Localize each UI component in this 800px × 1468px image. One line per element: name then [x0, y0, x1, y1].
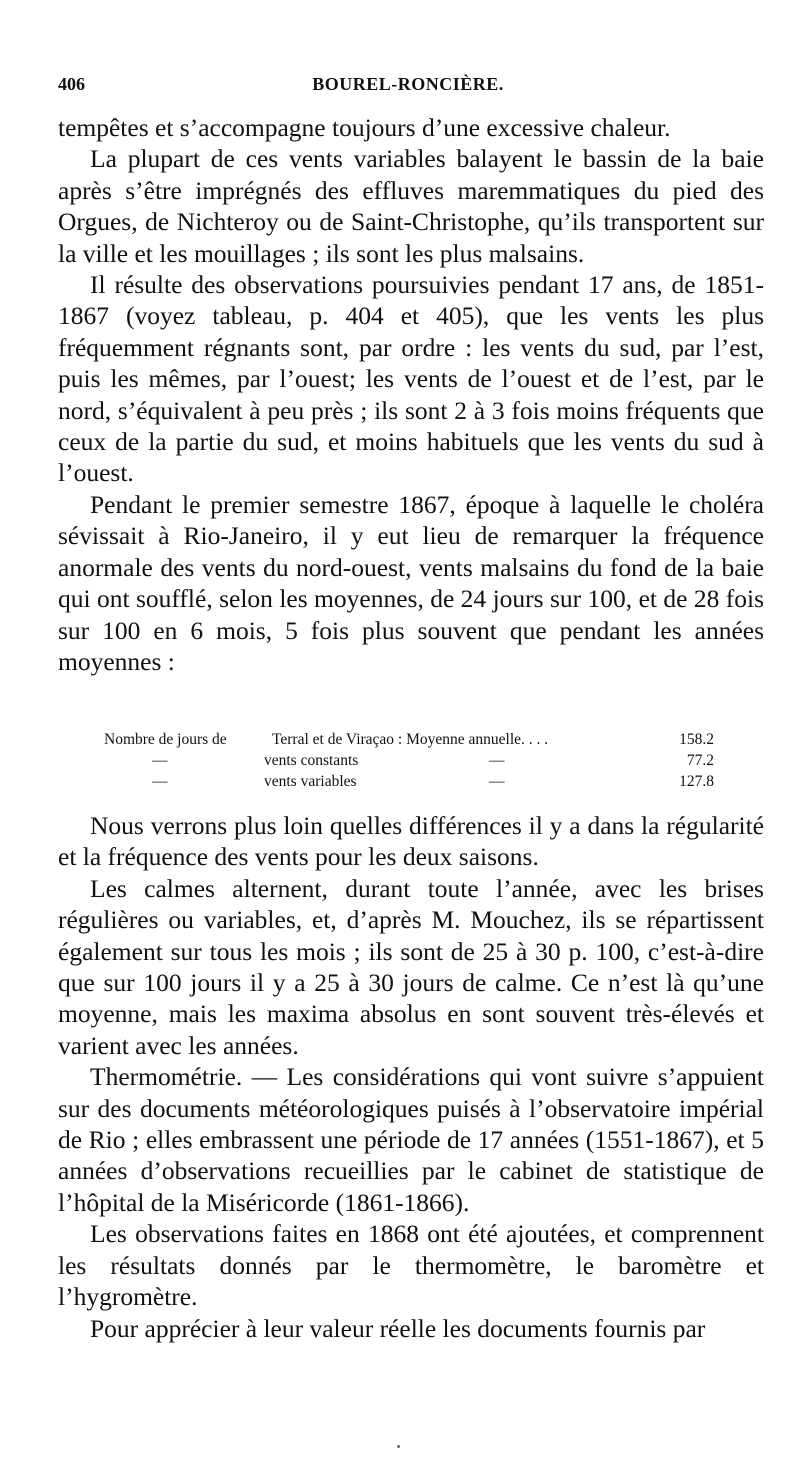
paragraph: Les calmes alternent, durant toute l’année, avec les brises régulières ou variables, et, d’après M. Mouchez, ils se répartissent également sur tous les mois ; ils sont de 25 à 30 p. 100, c’est-à-dire que sur 100 jours il y a 25 à 30 jours de calme. Ce n’est là qu’une moyenne, mais les maxima absolus en sont souvent très-élevés et varient avec les années.: [58, 873, 764, 1060]
print-speck: [397, 1445, 400, 1448]
row-ditto: —: [489, 773, 505, 790]
row-label: —: [152, 752, 168, 769]
row-value: 77.2: [686, 752, 714, 769]
row-description: vents constants: [264, 752, 359, 769]
paragraph: Les observations faites en 1868 ont été ajoutées, et comprennent les résultats donnés par le thermomètre, le baromètre et l’hygromètre.: [58, 1219, 764, 1312]
page-header: [58, 74, 758, 102]
paragraph: La plupart de ces vents variables balayent le bassin de la baie après s’être imprégnés des effluves maremmatiques du pied des Orgues, de Nichteroy ou de Saint-Christophe, qu’ils transportent sur la ville et les mouillages ; ils sont les plus malsains.: [58, 144, 764, 268]
body-text-top: [58, 112, 764, 677]
paragraph: Nous verrons plus loin quelles différences il y a dans la régularité et la fréquence des vents pour les deux saisons.: [58, 811, 764, 872]
row-description: vents variables: [264, 773, 357, 790]
paragraph: Il résulte des observations poursuivies pendant 17 ans, de 1851-1867 (voyez tableau, p. 404 et 405), que les vents les plus fréquemment régnants sont, par ordre : les vents du sud, par l’est, puis les mêmes, par l’ouest; les vents de l’ouest et de l’est, par le nord, s’équivalent à peu près ; ils sont 2 à 3 fois moins fréquents que ceux de la partie du sud, et moins habituels que les vents du sud à l’ouest.: [58, 270, 764, 488]
table-row: [104, 750, 714, 771]
page-number: 406: [58, 74, 85, 94]
row-label: Nombre de jours de: [104, 731, 227, 748]
row-value: 158.2: [679, 731, 714, 748]
row-description: Terral et de Viraçao : Moyenne annuelle. . . .: [272, 731, 549, 748]
running-title: BOUREL-RONCIÈRE.: [312, 74, 504, 94]
table-row: [104, 771, 714, 792]
wind-days-table: [104, 729, 714, 792]
table-row: [104, 729, 714, 750]
paragraph: tempêtes et s’accompagne toujours d’une excessive chaleur.: [58, 113, 671, 142]
row-label: —: [152, 773, 168, 790]
row-ditto: —: [489, 752, 505, 769]
row-value: 127.8: [679, 773, 714, 790]
paragraph: Pour apprécier à leur valeur réelle les documents fournis par: [90, 1313, 706, 1343]
paragraph: Thermométrie. — Les considérations qui vont suivre s’appuient sur des documents météorologiques puisés à l’observatoire impérial de Rio ; elles embrassent une période de 17 années (1551-1867), et 5 années d’observations recueillies par le cabinet de statistique de l’hôpital de la Miséricorde (1861-1866).: [58, 1062, 764, 1217]
paragraph: Pendant le premier semestre 1867, époque à laquelle le choléra sévissait à Rio-Janeiro, il y eut lieu de remarquer la fréquence anormale des vents du nord-ouest, vents malsains du fond de la baie qui ont soufflé, selon les moyennes, de 24 jours sur 100, et de 28 fois sur 100 en 6 mois, 5 fois plus souvent que pendant les années moyennes :: [58, 489, 764, 676]
body-text-bottom: [58, 810, 764, 1344]
